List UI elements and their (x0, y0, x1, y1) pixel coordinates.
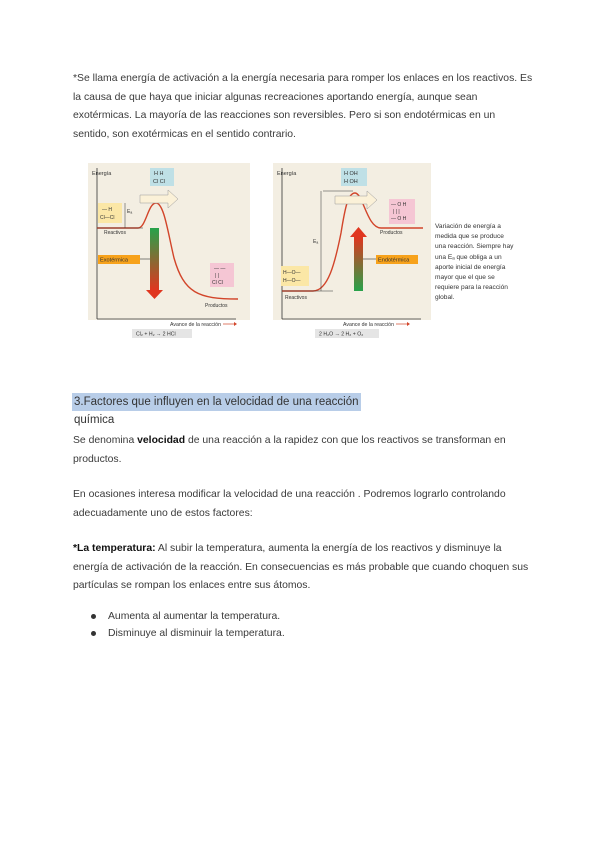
reactants-formula: — H Cl—Cl (100, 207, 115, 221)
product-molecule-text: — O H | | | — O H (391, 202, 407, 222)
list-item: Aumenta al aumentar la temperatura. (88, 608, 285, 625)
transition-molecule-text: H H Cl Cl (153, 171, 165, 185)
activation-energy-label: Eₐ (127, 209, 133, 215)
figure-caption: Variación de energía a medida que se produce una reacción. Siempre hay una Eₐ que obliga a un aporte inicial de energía mayor que el que se requiere para la reacción global. (435, 223, 514, 302)
x-axis-label: Avance de la reacción (343, 322, 394, 328)
product-molecule-text: — — | | Cl Cl (212, 266, 226, 286)
endothermic-energy-diagram (273, 163, 435, 343)
temperature-effects-list (88, 608, 285, 642)
list-item: Disminuye al disminuir la temperatura. (88, 625, 285, 642)
intro-paragraph: *Se llama energía de activación a la energía necesaria para romper los enlaces en los reactivos. Es la causa de que haya que iniciar algunas recreaciones aportando energía, aunque sean exotérmicas. La mayoría de las reacciones son reversibles. Pero si son endotérmicas en un sentido, son exotérmicas en el sentido contrario. (73, 73, 533, 140)
activation-energy-label: Eₐ (313, 239, 319, 245)
reactants-label: Reactivos (285, 295, 307, 301)
section-heading: 3.Factores que influyen en la velocidad de una reacción química (72, 393, 361, 411)
temperature-term: *La temperatura: (73, 543, 156, 554)
exothermic-label: Exotérmica (100, 257, 128, 264)
y-axis-label: Energía (92, 171, 112, 177)
modify-paragraph: En ocasiones interesa modificar la velocidad de una reacción . Podremos lograrlo controlando adecuadamente uno de estos factores: (73, 489, 506, 519)
x-axis-label: Avance de la reacción (170, 322, 221, 328)
exothermic-energy-diagram (88, 163, 250, 343)
temperature-text: Al subir la temperatura, aumenta la energía de los reactivos y disminuye la energía de activación de la reacción. En consecuencias es más probable que cuando choquen sus partículas se rompan los enlaces entre sus átomos. (73, 543, 529, 591)
equation: Cl₂ + H₂ → 2 HCl (136, 331, 176, 338)
y-axis-label: Energía (277, 171, 297, 177)
equation: 2 H₂O → 2 H₂ + O₂ (319, 331, 364, 338)
velocity-paragraph (73, 432, 533, 469)
velocity-post-text: de una reacción a la rapidez con que los reactivos se transforman en productos. (73, 435, 506, 465)
products-label: Productos (380, 230, 403, 236)
reactants-label: Reactivos (104, 230, 126, 236)
temperature-paragraph (73, 540, 533, 596)
endothermic-label: Endotérmica (378, 257, 410, 264)
transition-molecule-text: H OH H OH (344, 171, 358, 185)
products-label: Productos (205, 303, 228, 309)
endothermic-gradient-bar (354, 237, 363, 291)
reactants-formula: H—O— H—O— (283, 270, 301, 284)
velocity-term: velocidad (137, 435, 186, 446)
exothermic-gradient-bar (150, 228, 159, 290)
velocity-pre-text: Se denomina (73, 435, 138, 446)
